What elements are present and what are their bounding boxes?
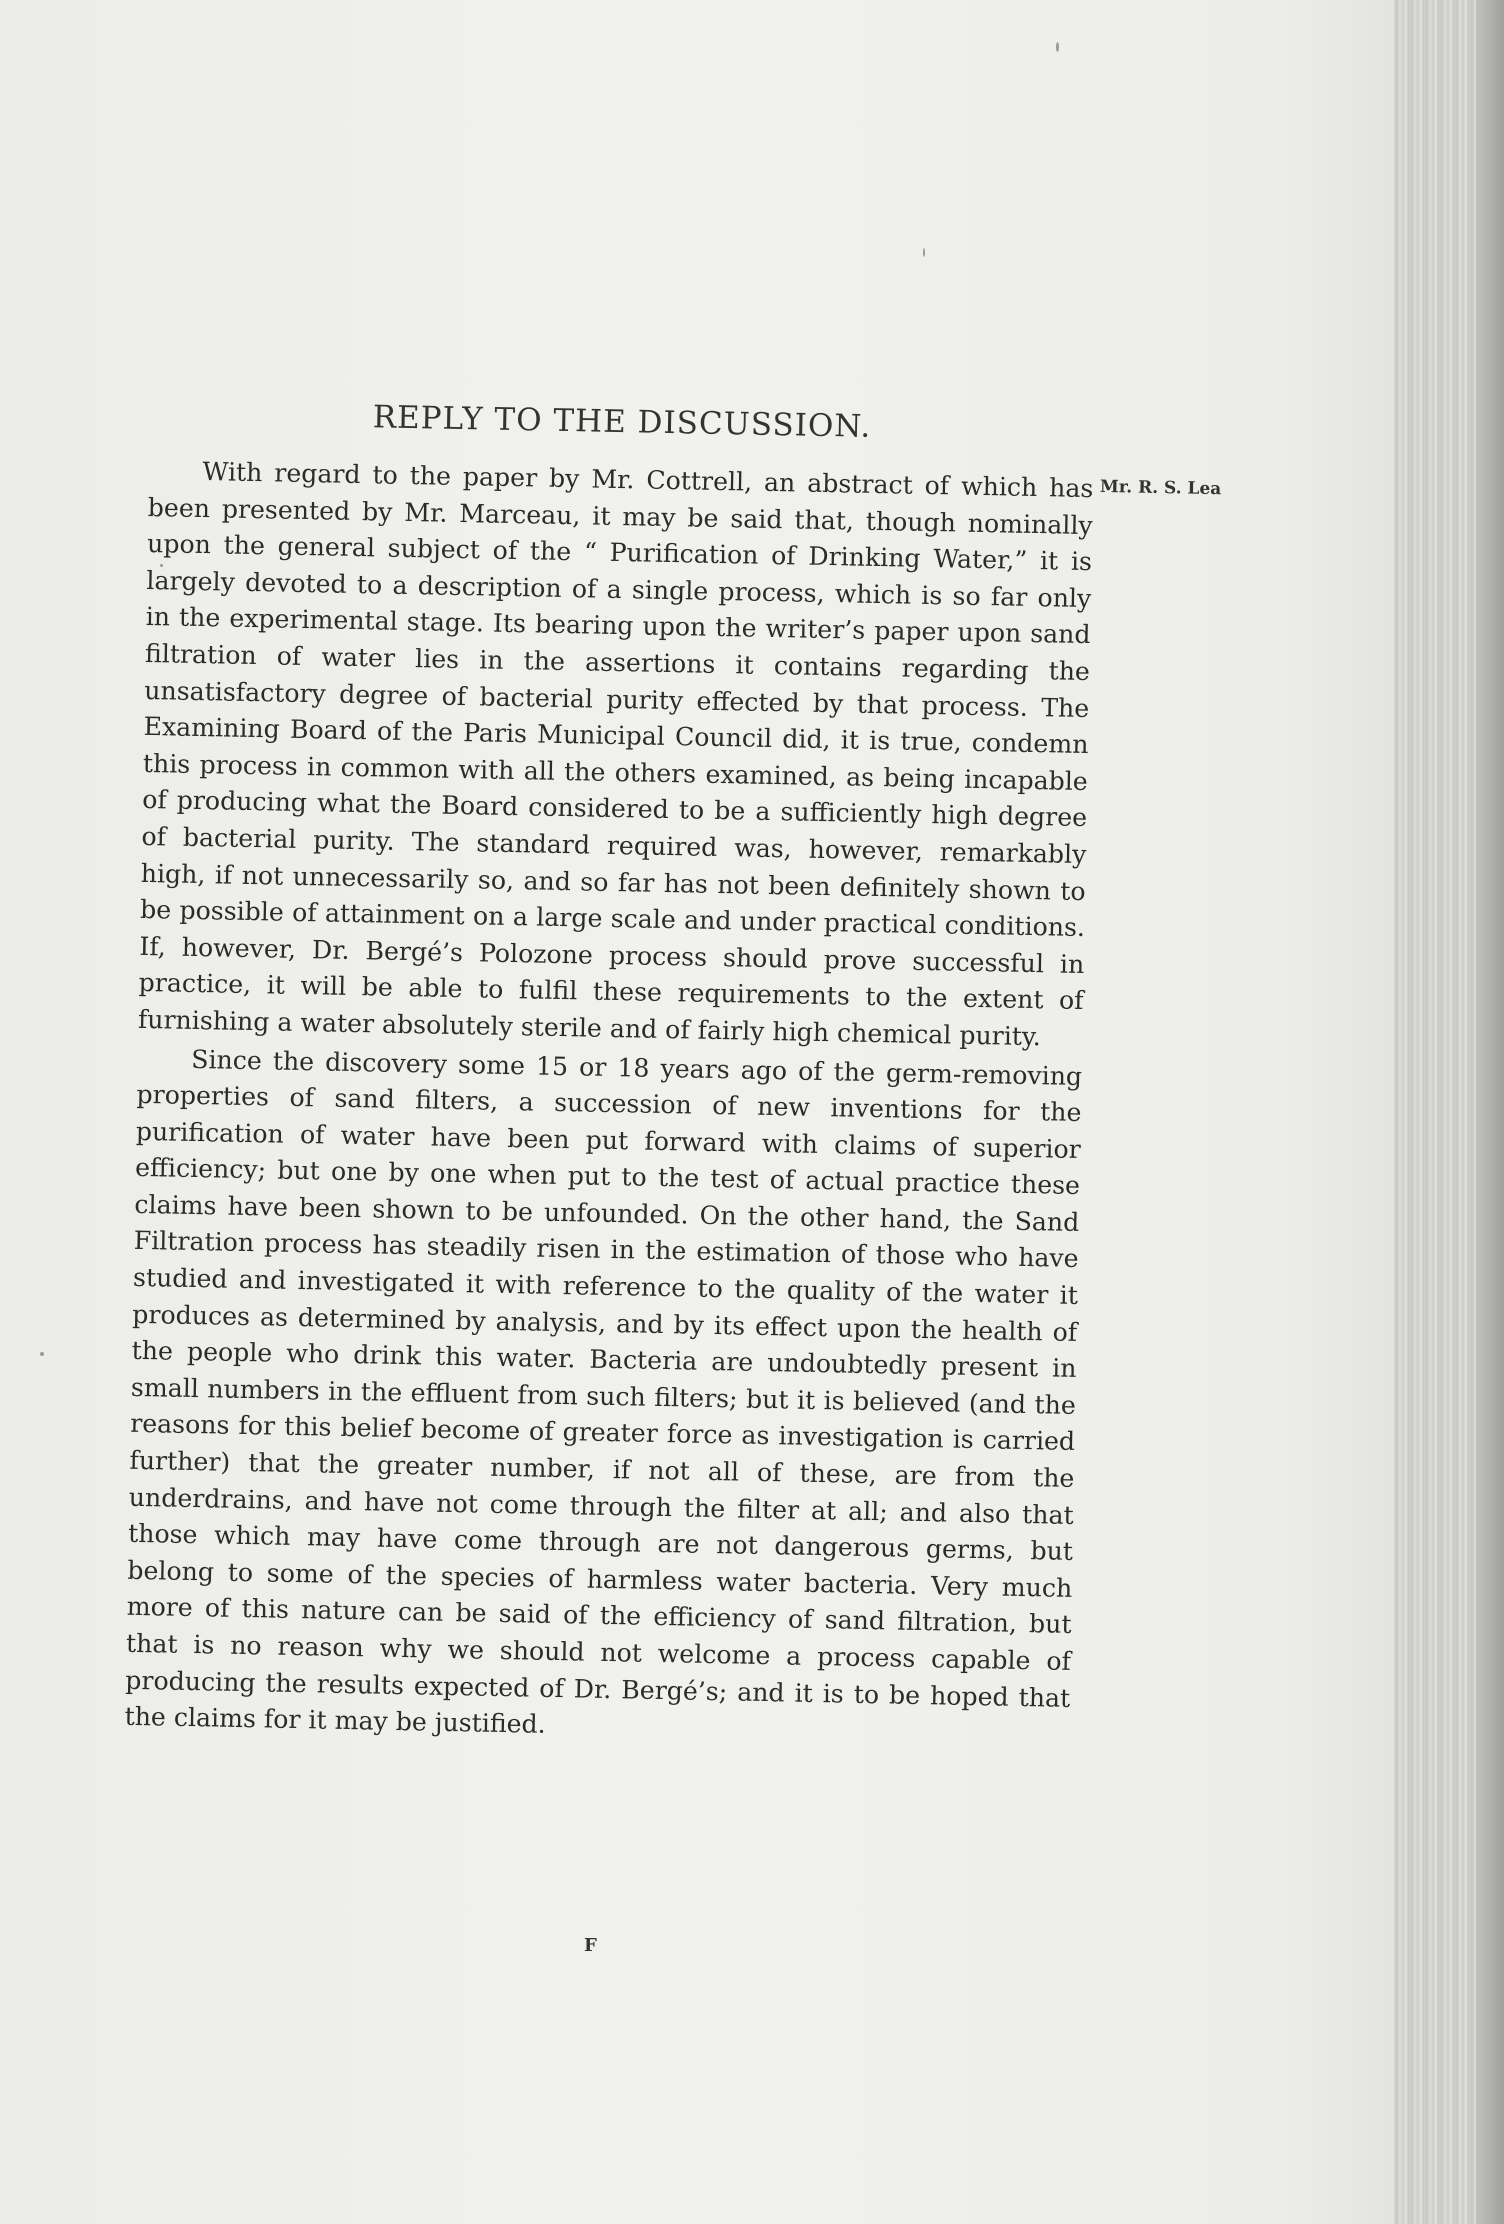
page-title: REPLY TO THE DISCUSSION.: [372, 399, 872, 445]
margin-note: Mr. R. S. Lea: [1099, 476, 1222, 500]
signature-mark: F: [584, 1935, 597, 1956]
speck-mark: [40, 1352, 44, 1356]
paragraph-2: Since the discovery some 15 or 18 years ago of the germ-removing properties of sand filters, a succession of new inventions for the purification of water have been put forward with claims of superior efficiency; but one by one when put to the test of actual practice these claims have been shown to be unfounded. On the other hand, the Sand Filtration process has steadily risen in the estimation of those who have studied and investigated it with reference to the quality of the water it produces as determined by analysis, and by its effect upon the health of the people who drink this water. Bacteria are undoubtedly present in small numbers in the effluent from such filters; but it is believed (and the reasons for this belief become of greater force as investigation is carried further) that the greater number, if not all of these, are from the underdrains, and have not come through the filter at all; and also that those which may have come through are not dangerous germs, but belong to some of the species of harmless water bacteria. Very much more of this nature can be said of the efficiency of sand filtration, but that is no reason why we should not welcome a process capable of producing the results expected of Dr. Bergé’s; and it is to be hoped that the claims for it may be justified.: [124, 1044, 1083, 1740]
text-block: [124, 395, 1095, 1754]
paragraph-1: With regard to the paper by Mr. Cottrell, an abstract of which has been presented by Mr. Marceau, it may be said that, though nominally upon the general subject of the “ Purification of Drinking Water,” it is largely devoted to a description of a single process, which is so far only in the experimental stage. Its bearing upon the writer’s paper upon sand filtration of water lies in the assertions it contains regarding the unsatisfactory degree of bacterial purity effected by that process. The Examining Board of the Paris Municipal Council did, it is true, condemn this process in common with all the others examined, as being incapable of producing what the Board considered to be a sufficiently high degree of bacterial purity. The standard required was, however, remarkably high, if not unnecessarily so, and so far has not been definitely shown to be possible of attainment on a large scale and under practical conditions. If, however, Dr. Bergé’s Polozone process should prove successful in practice, it will be able to fulfil these requirements to the extent of furnishing a water absolutely sterile and of fairly high chemical purity.: [137, 457, 1094, 1052]
speck-mark: [923, 248, 925, 257]
speck-mark: [1056, 42, 1059, 52]
page-edge-stack: [1394, 0, 1504, 2224]
